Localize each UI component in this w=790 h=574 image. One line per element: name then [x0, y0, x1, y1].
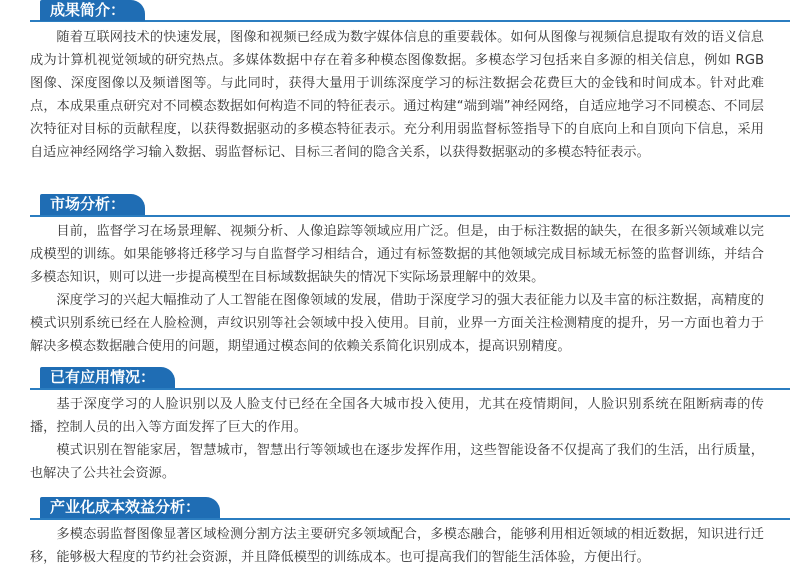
section-paragraph: 模式识别在智能家居，智慧城市，智慧出行等领域也在逐步发挥作用，这些智能设备不仅提高了我们的生活，出行质量，也解决了公共社会资源。: [30, 443, 764, 481]
section-header: [0, 497, 790, 523]
section-paragraph: 多模态弱监督图像显著区域检测分割方法主要研究多领域配合，多模态融合，能够利用相近领域的相近数据，知识进行迁移，能够极大程度的节约社会资源，并且降低模型的训练成本。也可提高我们的智能生活体验，方便出行。: [30, 527, 764, 565]
header-rule: [30, 215, 790, 217]
section-paragraph: 深度学习的兴起大幅推动了人工智能在图像领域的发展，借助于深度学习的强大表征能力以及丰富的标注数据，高精度的模式识别系统已经在人脸检测，声纹识别等社会领域中投入使用。目前，业界一方面关注检测精度的提升，另一方面也着力于解决多模态数据融合使用的问题，期望通过模态间的依赖关系简化识别成本，提高识别精度。: [30, 293, 764, 354]
section-title: 已有应用情况：: [40, 367, 175, 388]
section-existing-applications: [0, 367, 790, 485]
section-header: [0, 194, 790, 220]
section-header: [0, 367, 790, 393]
section-title: 产业化成本效益分析：: [40, 497, 220, 518]
section-title: 成果简介：: [40, 0, 145, 21]
section-title: 市场分析：: [40, 194, 145, 215]
header-rule: [30, 518, 790, 520]
section-cost-benefit: [0, 497, 790, 569]
section-market-analysis: [0, 194, 790, 358]
section-achievement-summary: [0, 0, 790, 164]
section-paragraph: 目前，监督学习在场景理解、视频分析、人像追踪等领域应用广泛。但是，由于标注数据的缺失，在很多新兴领域难以完成模型的训练。如果能够将迁移学习与自监督学习相结合，通过有标签数据的其他领域完成目标域无标签的监督训练，并结合多模态知识，则可以进一步提高模型在目标域数据缺失的情况下实际场景理解中的效果。: [30, 224, 764, 285]
section-paragraph: 随着互联网技术的快速发展，图像和视频已经成为数字媒体信息的重要载体。如何从图像与视频信息提取有效的语义信息成为计算机视觉领域的研究热点。多媒体数据中存在着多种模态图像数据。多模态学习包括来自多源的相关信息，例如 RGB 图像、深度图像以及频谱图等。与此同时，获得大量用于训练深度学习的标注数据会花费巨大的金钱和时间成本。针对此难点，本成果重点研究对不同模态数据如何构造不同的特征表示。通过构建“端到端”神经网络，自适应地学习不同模态、不同层次特征对目标的贡献程度，以获得数据驱动的多模态特征表示。充分利用弱监督标签指导下的自底向上和自顶向下信息，采用自适应神经网络学习输入数据、弱监督标记、目标三者间的隐含关系，以获得数据驱动的多模态特征表示。: [30, 30, 764, 160]
section-header: [0, 0, 790, 26]
header-rule: [30, 388, 790, 390]
section-paragraph: 基于深度学习的人脸识别以及人脸支付已经在全国各大城市投入使用，尤其在疫情期间，人脸识别系统在阻断病毒的传播，控制人员的出入等方面发挥了巨大的作用。: [30, 397, 764, 435]
